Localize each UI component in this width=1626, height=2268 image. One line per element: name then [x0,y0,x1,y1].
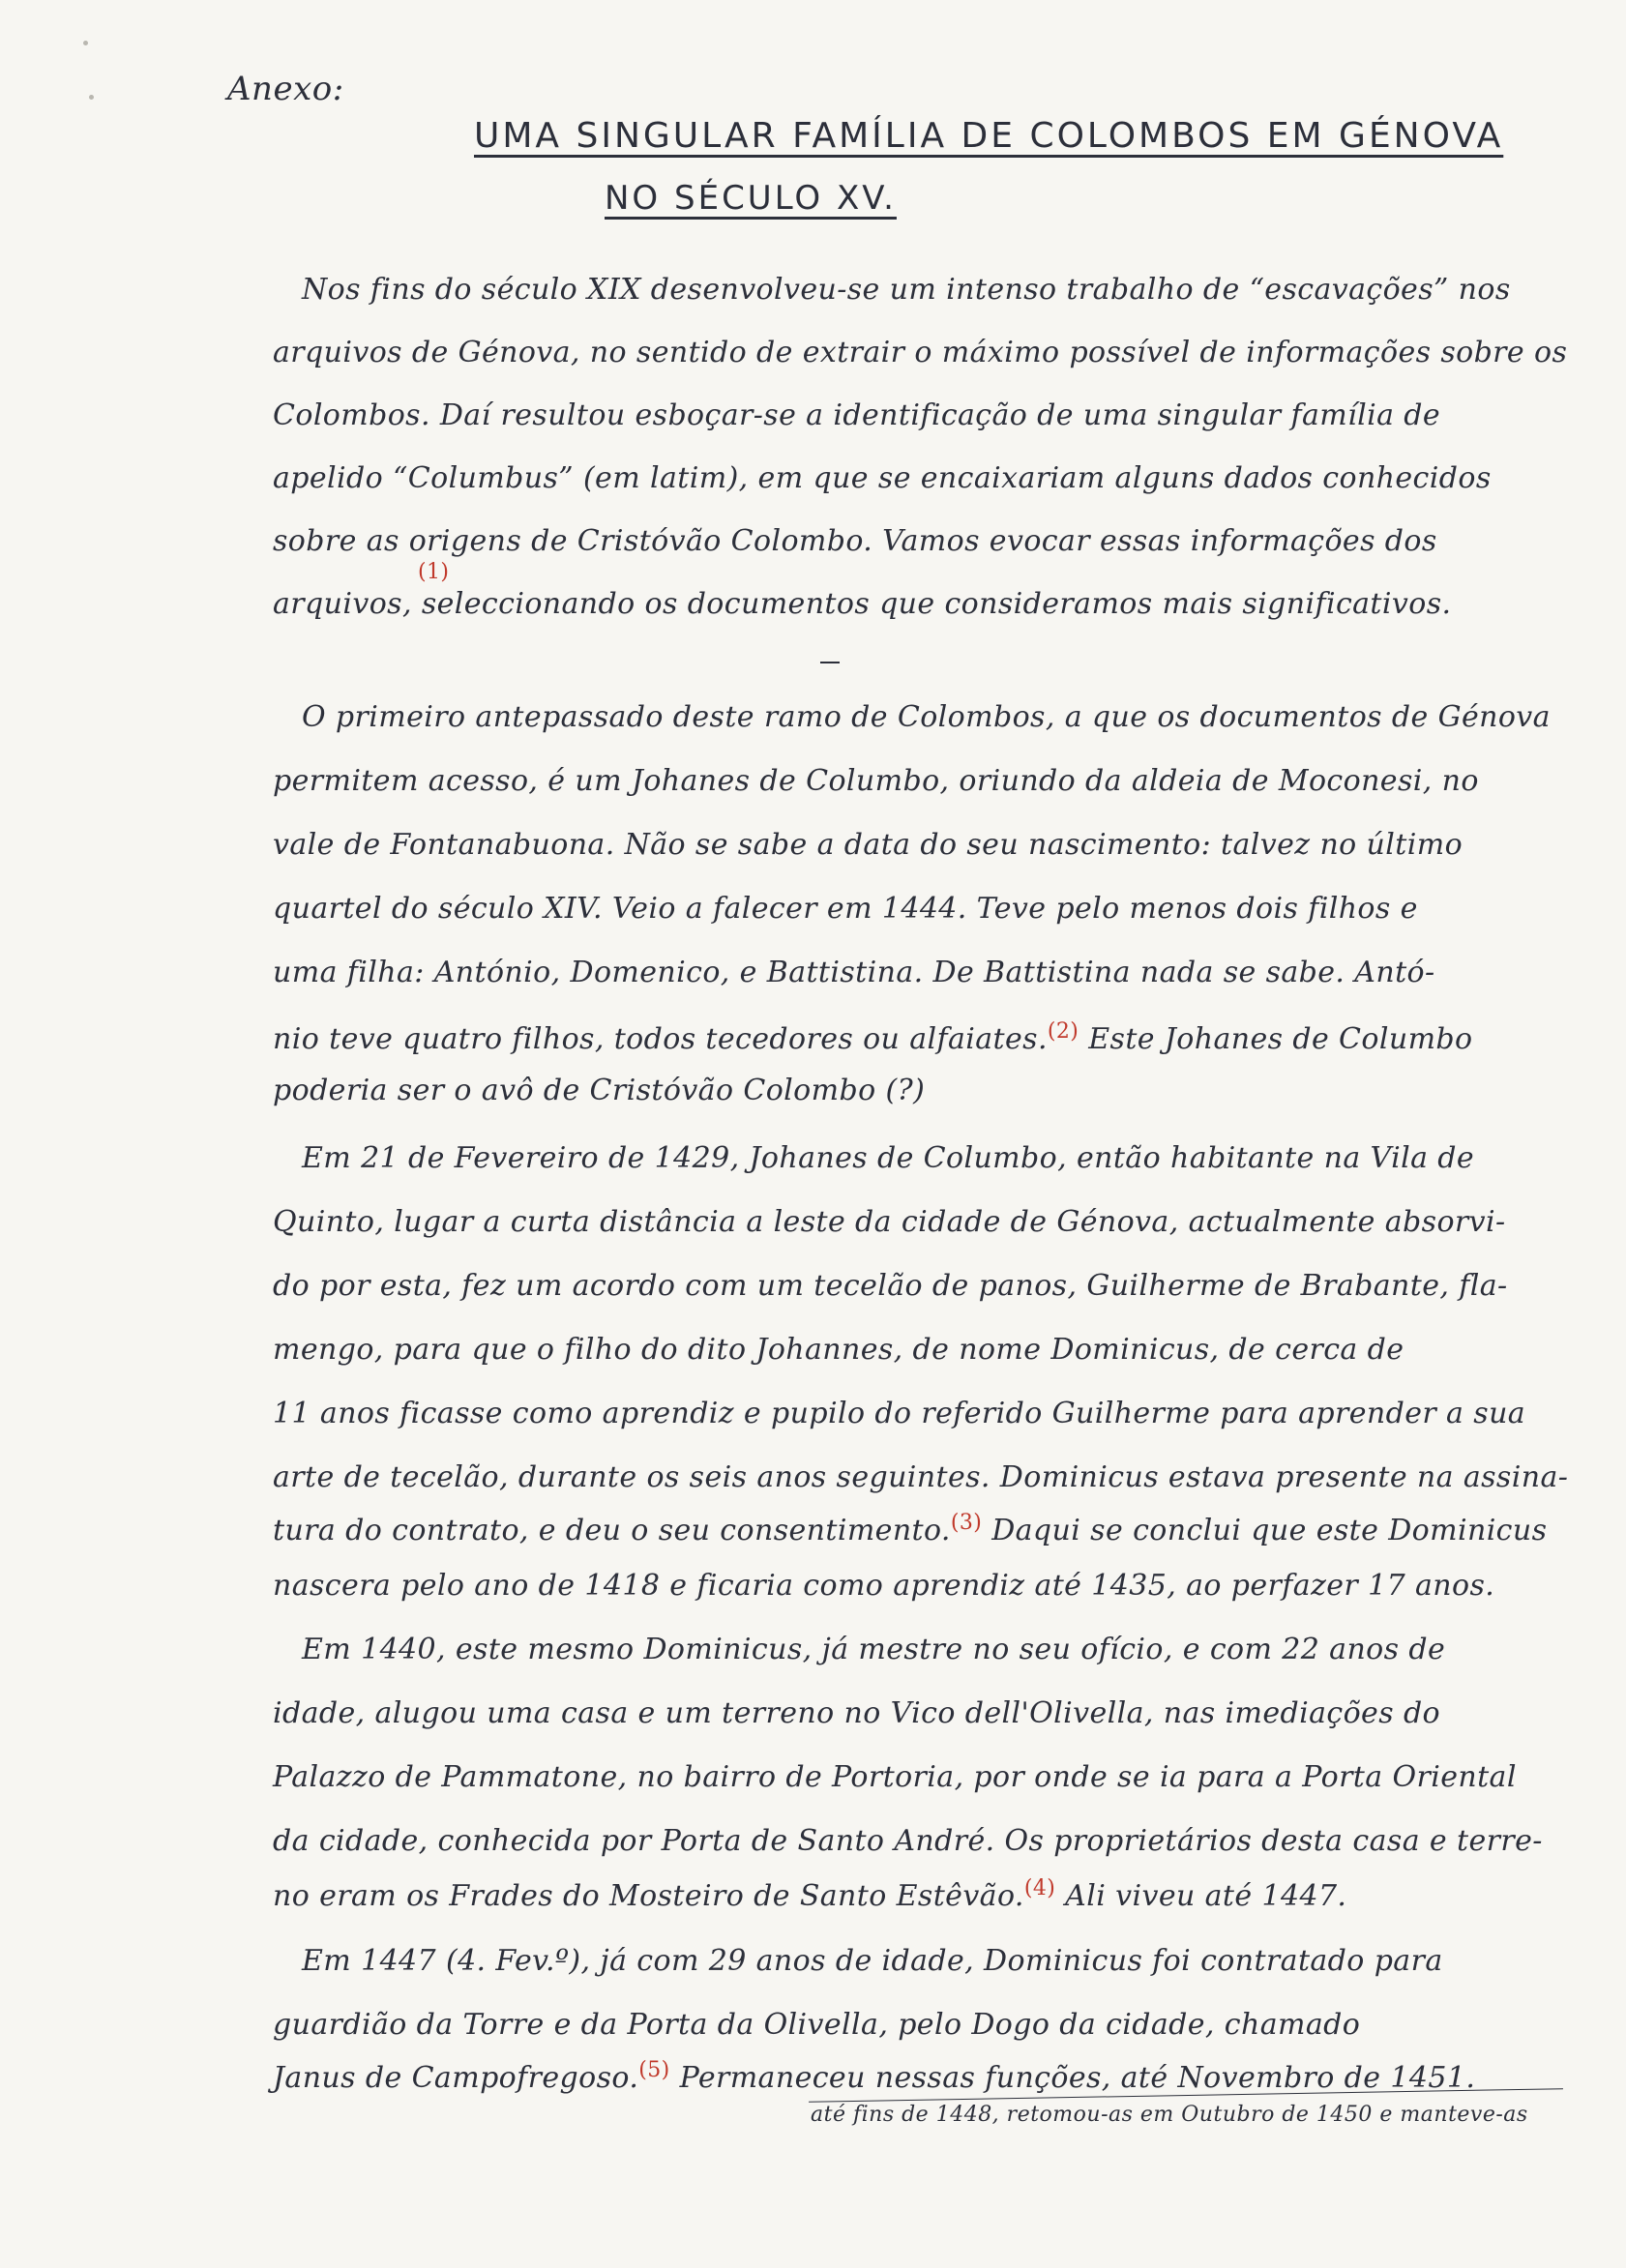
text-line [273,1019,1550,1056]
text-line-content: no eram os Frades do Mosteiro de Santo Estêvão. [273,1879,1024,1913]
text-line: da cidade, conhecida por Porta de Santo André. Os proprietários desta casa e terre- [273,1824,1543,1858]
document-subtitle: NO SÉCULO XV. [605,179,897,218]
text-line: uma filha: António, Domenico, e Battistina. De Battistina nada se sabe. Antó- [273,956,1435,989]
text-line: idade, alugou uma casa e um terreno no Vico dell'Olivella, nas imediações do [273,1696,1441,1730]
marginal-insertion: até fins de 1448, retomou-as em Outubro de 1450 e manteve-as [811,2103,1528,2127]
document-title: UMA SINGULAR FAMÍLIA DE COLOMBOS EM GÉNOVA [474,116,1504,156]
annex-label: Anexo: [227,70,344,108]
text-line: permitem acesso, é um Johanes de Columbo, oriundo da aldeia de Moconesi, no [273,764,1479,798]
text-line: Em 21 de Fevereiro de 1429, Johanes de Columbo, então habitante na Vila de [302,1141,1475,1175]
text-line: quartel do século XIV. Veio a falecer em 1444. Teve pelo menos dois filhos e [273,892,1418,926]
text-line: Em 1440, este mesmo Dominicus, já mestre no seu ofício, e com 22 anos de [302,1633,1446,1666]
text-line [273,2058,1550,2095]
text-line [273,1876,1550,1913]
text-line: Colombos. Daí resultou esboçar-se a identificação de uma singular família de [273,398,1441,432]
footnote-marker: (2) [1047,1019,1079,1044]
text-line-content: arquivos, seleccionando os documentos que consideramos mais significativos. [273,587,1452,621]
section-divider [820,662,840,663]
text-line: Quinto, lugar a curta distância a leste da cidade de Génova, actualmente absorvi- [273,1205,1506,1239]
text-line-content: Ali viveu até 1447. [1065,1879,1347,1913]
text-line: arquivos de Génova, no sentido de extrair o máximo possível de informações sobre os [273,336,1568,369]
text-line: O primeiro antepassado deste ramo de Colombos, a que os documentos de Génova [302,700,1551,734]
text-line-content: Daqui se conclui que este Dominicus [991,1514,1548,1547]
text-line-content: Permaneceu nessas funções, até Novembro de 1451. [679,2061,1476,2095]
text-line: 11 anos ficasse como aprendiz e pupilo do referido Guilherme para aprender a sua [273,1397,1526,1430]
paper-mark [89,95,94,100]
text-line: vale de Fontanabuona. Não se sabe a data do seu nascimento: talvez no último [273,828,1463,862]
text-line: sobre as origens de Cristóvão Colombo. Vamos evocar essas informações dos [273,524,1437,558]
text-line-content: nio teve quatro filhos, todos tecedores ou alfaiates. [273,1022,1048,1056]
paper-mark [83,41,88,45]
footnote-marker: (4) [1023,1876,1056,1900]
footnote-marker: (5) [638,2058,670,2082]
text-line-content: Este Johanes de Columbo [1088,1022,1473,1056]
text-line: poderia ser o avô de Cristóvão Colombo (?) [273,1074,926,1107]
text-line: do por esta, fez um acordo com um tecelão de panos, Guilherme de Brabante, fla- [273,1269,1508,1303]
text-line: mengo, para que o filho do dito Johannes, de nome Dominicus, de cerca de [273,1333,1404,1367]
text-line: Palazzo de Pammatone, no bairro de Portoria, por onde se ia para a Porta Oriental [273,1760,1517,1794]
text-line: nascera pelo ano de 1418 e ficaria como aprendiz até 1435, ao perfazer 17 anos. [273,1569,1495,1603]
text-line: Nos fins do século XIX desenvolveu-se um intenso trabalho de “escavações” nos [302,273,1511,307]
text-line: arte de tecelão, durante os seis anos seguintes. Dominicus estava presente na assina- [273,1460,1569,1494]
footnote-marker: (3) [950,1511,983,1535]
text-line: guardião da Torre e da Porta da Olivella, pelo Dogo da cidade, chamado [273,2008,1361,2042]
text-line [273,560,1550,621]
text-line-content: tura do contrato, e deu o seu consentimento. [273,1514,951,1547]
text-line: apelido “Columbus” (em latim), em que se encaixariam alguns dados conhecidos [273,461,1492,495]
text-line: Em 1447 (4. Fev.º), já com 29 anos de idade, Dominicus foi contratado para [302,1944,1443,1978]
footnote-marker: (1) [418,560,450,584]
text-line-content: Janus de Campofregoso. [273,2061,639,2095]
text-line [273,1511,1550,1547]
